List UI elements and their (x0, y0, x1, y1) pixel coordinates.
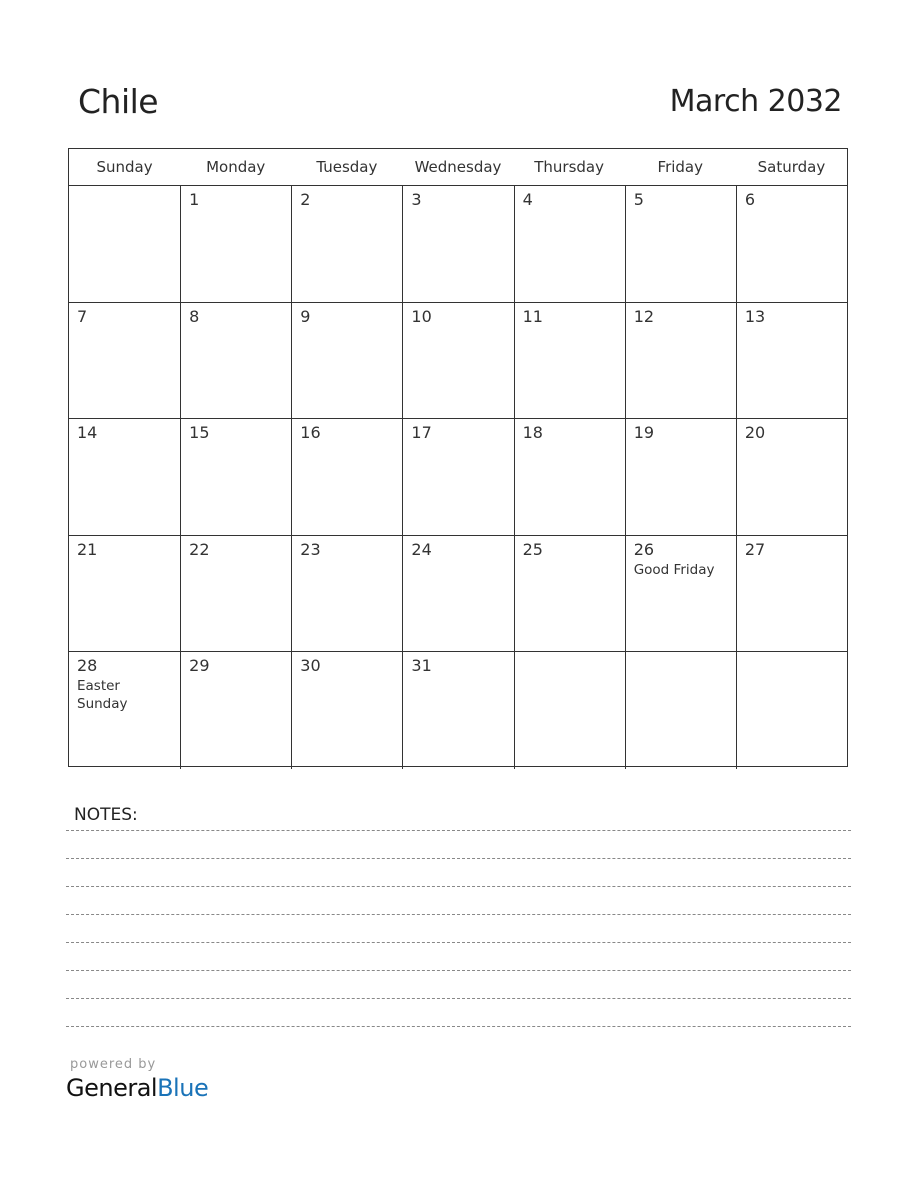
day-number: 4 (522, 190, 533, 209)
day-cell[interactable] (69, 302, 181, 420)
day-cell[interactable] (625, 418, 737, 536)
day-number: 30 (300, 656, 321, 676)
day-cell[interactable] (736, 302, 848, 420)
day-number: 16 (300, 423, 321, 443)
day-cell[interactable] (69, 418, 181, 536)
day-cell[interactable] (291, 535, 403, 653)
day-cell[interactable] (291, 302, 403, 420)
day-number: 3 (411, 190, 422, 209)
day-number: 10 (411, 306, 432, 326)
day-cell[interactable] (514, 302, 626, 420)
day-cell[interactable] (69, 535, 181, 653)
day-cell[interactable] (180, 302, 292, 420)
weekday-header: Monday (206, 158, 266, 176)
day-cell[interactable] (736, 651, 848, 769)
day-cell[interactable] (69, 651, 181, 769)
notes-line (66, 1026, 851, 1027)
day-number: 28 (77, 656, 98, 676)
day-cell[interactable] (402, 302, 514, 420)
day-number: 15 (189, 423, 210, 443)
day-cell[interactable] (180, 651, 292, 769)
logo-blue: Blue (157, 1074, 209, 1102)
day-cell[interactable] (625, 185, 737, 303)
day-number: 29 (189, 656, 210, 676)
notes-line (66, 942, 851, 943)
weekday-header: Sunday (96, 158, 153, 176)
day-number: 5 (633, 190, 644, 209)
country-title: Chile (78, 82, 159, 121)
day-cell[interactable] (402, 535, 514, 653)
notes-line (66, 858, 851, 859)
day-number: 27 (744, 539, 766, 559)
day-number: 1 (189, 190, 200, 209)
day-number: 20 (744, 423, 766, 443)
holiday-label: Easter Sunday (77, 678, 128, 713)
day-cell[interactable] (736, 418, 848, 536)
notes-line (66, 886, 851, 887)
day-number: 18 (522, 423, 543, 443)
day-number: 31 (411, 656, 432, 676)
day-cell[interactable] (514, 651, 626, 769)
day-cell[interactable] (514, 418, 626, 536)
day-cell[interactable] (180, 185, 292, 303)
generalblue-logo[interactable] (66, 1074, 208, 1102)
notes-line (66, 914, 851, 915)
day-cell[interactable] (291, 651, 403, 769)
day-cell[interactable] (180, 535, 292, 653)
month-title: March 2032 (669, 84, 842, 119)
logo-general: General (66, 1074, 158, 1102)
day-number: 8 (189, 306, 200, 326)
day-number: 24 (411, 539, 432, 559)
notes-line (66, 970, 851, 971)
day-number: 7 (77, 306, 88, 326)
calendar-grid (68, 148, 848, 767)
day-number: 11 (522, 306, 543, 326)
notes-label: NOTES: (74, 805, 138, 825)
day-number: 13 (744, 306, 766, 326)
day-number: 6 (744, 190, 756, 209)
notes-line (66, 998, 851, 999)
day-cell[interactable] (402, 185, 514, 303)
day-number: 25 (522, 539, 543, 559)
day-number: 17 (411, 423, 432, 443)
day-cell[interactable] (736, 185, 848, 303)
notes-line (66, 830, 851, 831)
day-cell[interactable] (402, 418, 514, 536)
day-cell[interactable] (69, 185, 181, 303)
day-cell[interactable] (625, 651, 737, 769)
day-number: 21 (77, 539, 98, 559)
day-cell[interactable] (625, 535, 737, 653)
day-number: 9 (300, 306, 311, 326)
weekday-header: Tuesday (316, 158, 378, 176)
day-cell[interactable] (291, 185, 403, 303)
day-cell[interactable] (736, 535, 848, 653)
day-number: 19 (633, 423, 655, 443)
day-number: 23 (300, 539, 321, 559)
day-number: 14 (77, 423, 98, 443)
holiday-label: Good Friday (633, 561, 715, 578)
day-cell[interactable] (514, 535, 626, 653)
day-number: 22 (189, 539, 210, 559)
day-number: 26 (633, 539, 655, 559)
day-cell[interactable] (625, 302, 737, 420)
weekday-header: Friday (657, 158, 703, 176)
day-cell[interactable] (291, 418, 403, 536)
weekday-header: Wednesday (414, 158, 502, 176)
day-cell[interactable] (514, 185, 626, 303)
day-cell[interactable] (402, 651, 514, 769)
day-number: 2 (300, 190, 311, 209)
day-number: 12 (633, 306, 655, 326)
weekday-header: Saturday (757, 158, 826, 176)
powered-by-text: powered by (70, 1057, 157, 1072)
day-cell[interactable] (180, 418, 292, 536)
weekday-header: Thursday (534, 158, 604, 176)
